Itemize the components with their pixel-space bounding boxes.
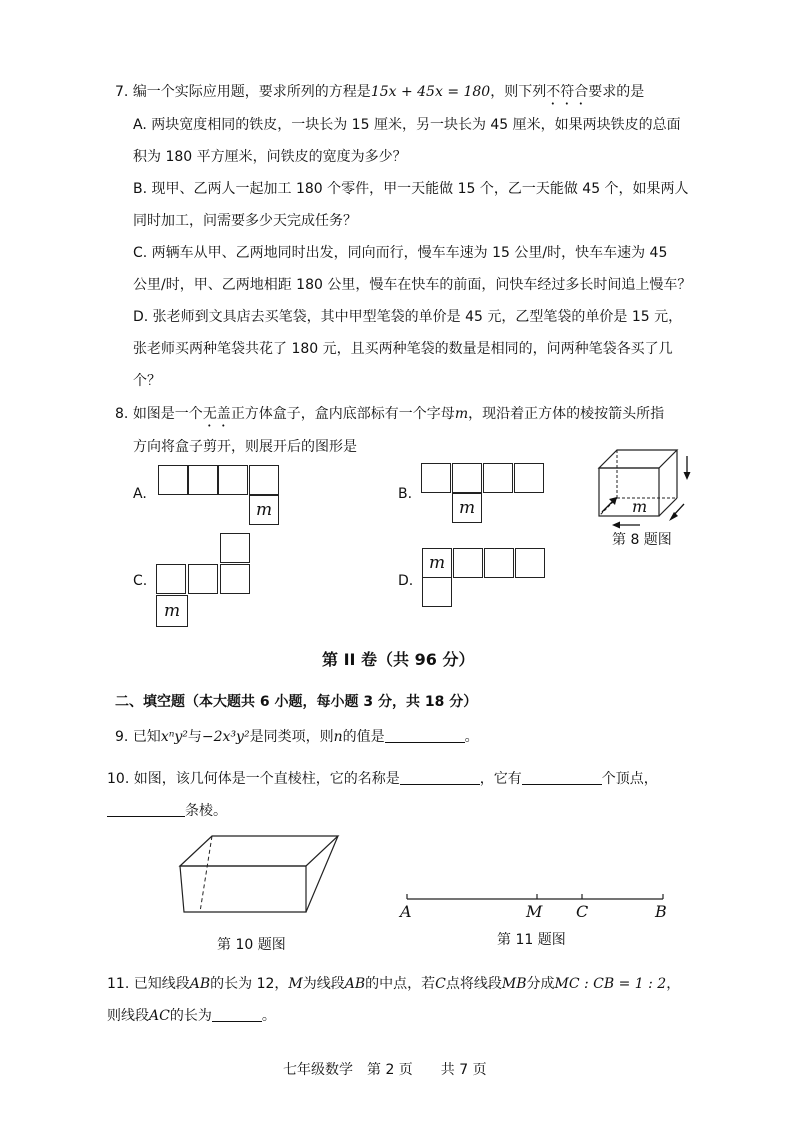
q7-option-c-line2: 公里/时，甲、乙两地相距 180 公里，慢车在快车的前面，问快车经过多长时间追上慢车？ bbox=[133, 277, 692, 293]
q8-stem-line2: 方向将盒子剪开，则展开后的图形是 bbox=[133, 439, 357, 455]
q9: 9. 已知xⁿy²与−2x³y²是同类项，则n的值是 。 bbox=[115, 729, 479, 745]
q9-blank[interactable] bbox=[385, 728, 465, 743]
q10-number: 10. bbox=[107, 771, 130, 787]
net-cell bbox=[156, 564, 186, 594]
q10-caption: 第 10 题图 bbox=[217, 937, 286, 953]
q8-label-b: B. bbox=[398, 486, 413, 502]
q9-number: 9. bbox=[115, 729, 129, 745]
q7-number: 7. bbox=[115, 84, 129, 100]
q11-blank[interactable] bbox=[212, 1007, 262, 1022]
net-cell-marked bbox=[422, 548, 452, 578]
q9-term1: xⁿy² bbox=[160, 729, 188, 745]
net-cell bbox=[158, 465, 188, 495]
net-cell-marked bbox=[156, 595, 188, 627]
part2-title: 第 II 卷（共 96 分） bbox=[322, 650, 475, 669]
q11-number: 11. bbox=[107, 976, 130, 992]
net-mark: m bbox=[458, 498, 476, 518]
net-mark: m bbox=[428, 553, 446, 573]
q7-equation: 15x + 45x = 180 bbox=[370, 84, 491, 100]
q7-option-a-line2: 积为 180 平方厘米，问铁皮的宽度为多少？ bbox=[133, 149, 407, 165]
net-cell bbox=[453, 548, 483, 578]
q7-option-b-line1: B. 现甲、乙两人一起加工 180 个零件，甲一天能做 15 个，乙一天能做 45 个，如果两人 bbox=[133, 181, 689, 197]
q11-line1: 11. 已知线段AB的长为 12，M为线段AB的中点，若C点将线段MB分成MC : CB = 1 : 2， bbox=[107, 976, 681, 992]
point-b-label: B bbox=[655, 902, 667, 921]
net-cell bbox=[515, 548, 545, 578]
net-cell bbox=[220, 564, 250, 594]
q8-number: 8. bbox=[115, 406, 129, 422]
net-cell bbox=[422, 577, 452, 607]
q7-emphasis: 不符合 bbox=[546, 84, 589, 100]
q8-cube-figure bbox=[590, 432, 700, 532]
net-cell bbox=[514, 463, 544, 493]
net-cell bbox=[188, 465, 218, 495]
net-cell bbox=[220, 533, 250, 563]
net-cell bbox=[421, 463, 451, 493]
net-cell bbox=[483, 463, 513, 493]
point-m-label: M bbox=[526, 902, 543, 921]
q7-option-a-line1: A. 两块宽度相同的铁皮，一块长为 15 厘米，另一块长为 45 厘米，如果两块铁皮的总面 bbox=[133, 117, 681, 133]
section-fill-in: 二、填空题（本大题共 6 小题，每小题 3 分，共 18 分） bbox=[115, 694, 478, 710]
net-mark: m bbox=[255, 500, 273, 520]
q7-option-d-line1: D. 张老师到文具店去买笔袋，其中甲型笔袋的单价是 45 元，乙型笔袋的单价是 15 元， bbox=[133, 309, 683, 325]
q8-emphasis: 无盖 bbox=[202, 406, 231, 422]
net-mark: m bbox=[163, 601, 181, 621]
q8-label-d: D. bbox=[398, 573, 414, 589]
q11-ratio: MC : CB = 1 : 2 bbox=[554, 976, 667, 992]
q11-caption: 第 11 题图 bbox=[497, 932, 566, 948]
net-cell bbox=[188, 564, 218, 594]
q10-blank-edges[interactable] bbox=[107, 802, 185, 817]
page-footer: 七年级数学 第 2 页 共 7 页 bbox=[283, 1062, 487, 1078]
q7-option-d-line3: 个？ bbox=[133, 373, 161, 389]
net-cell-marked bbox=[452, 493, 482, 523]
net-cell bbox=[452, 463, 482, 493]
q10-blank-vertices[interactable] bbox=[522, 770, 602, 785]
q8-stem: 8. 如图是一个无盖正方体盒子，盒内底部标有一个字母m，现沿着正方体的棱按箭头所指 bbox=[115, 406, 665, 422]
net-cell bbox=[484, 548, 514, 578]
q11-line2: 则线段AC的长为 。 bbox=[107, 1008, 276, 1024]
q7-option-b-line2: 同时加工，问需要多少天完成任务？ bbox=[133, 213, 357, 229]
q7-option-c-line1: C. 两辆车从甲、乙两地同时出发，同向而行，慢车车速为 15 公里/时，快车车速为 45 bbox=[133, 245, 668, 261]
q10-prism-figure bbox=[170, 830, 345, 930]
net-cell bbox=[249, 465, 279, 495]
q11-segment-figure bbox=[395, 885, 685, 930]
point-a-label: A bbox=[400, 902, 412, 921]
q8-label-a: A. bbox=[133, 486, 147, 502]
q7-option-d-line2: 张老师买两种笔袋共花了 180 元，且买两种笔袋的数量是相同的，问两种笔袋各买了几 bbox=[133, 341, 673, 357]
q10-line1: 10. 如图，该几何体是一个直棱柱，它的名称是 ，它有 个顶点， bbox=[107, 771, 658, 787]
cube-letter: m bbox=[632, 497, 648, 516]
net-cell-marked bbox=[249, 495, 279, 525]
net-cell bbox=[218, 465, 248, 495]
q10-line2: 条棱。 bbox=[107, 801, 227, 821]
q8-caption: 第 8 题图 bbox=[612, 532, 672, 548]
q10-blank-name[interactable] bbox=[400, 770, 480, 785]
point-c-label: C bbox=[576, 902, 589, 921]
q7-stem: 7. 编一个实际应用题，要求所列的方程是15x + 45x = 180，则下列不符合要求的是 bbox=[115, 84, 645, 100]
q8-label-c: C. bbox=[133, 573, 148, 589]
q9-term2: −2x³y² bbox=[201, 729, 250, 745]
